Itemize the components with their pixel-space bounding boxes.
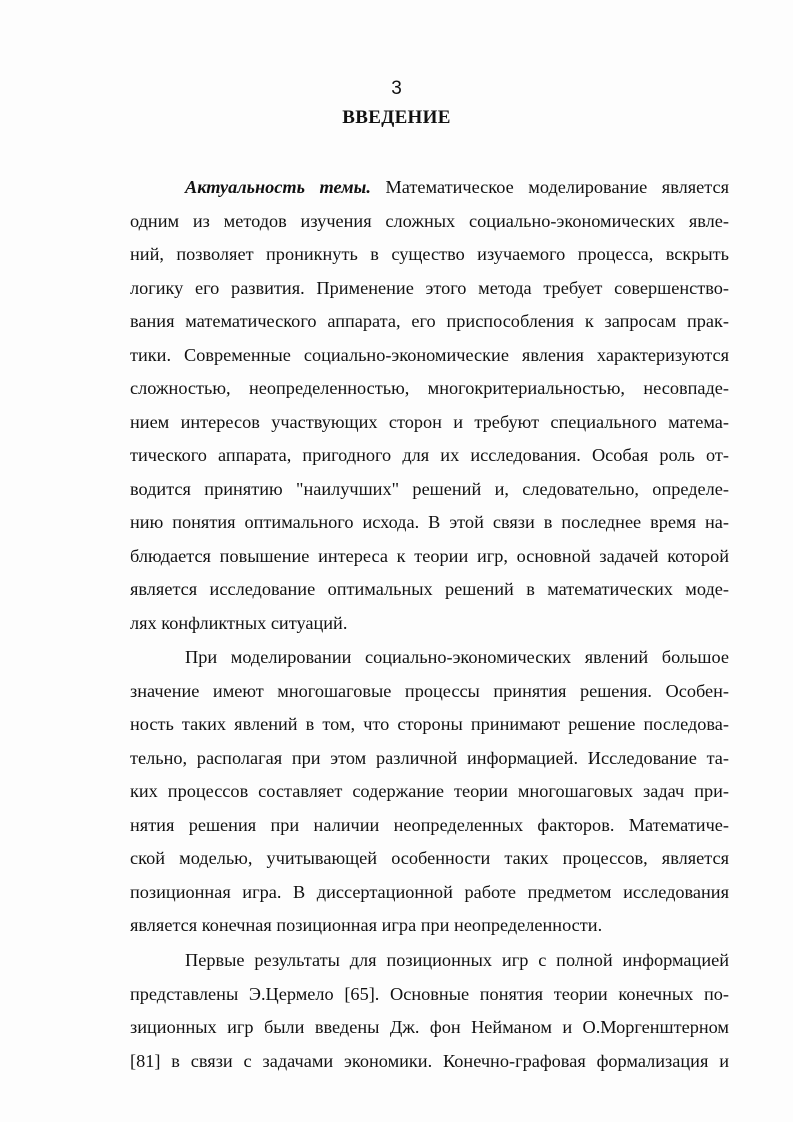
text-line: является исследование оптимальных решений в математических моде-: [130, 579, 729, 599]
text-line: ской моделью, учитывающей особенности таких процессов, является: [130, 848, 729, 868]
text-line: зиционных игр были введены Дж. фон Нейманом и О.Моргенштерном: [130, 1017, 729, 1037]
text-line: тического аппарата, пригодного для их исследования. Особая роль от-: [130, 445, 729, 465]
paragraph-1-first-rest: Математическое моделирование является: [385, 177, 729, 197]
paragraph-3-first-line: Первые результаты для позиционных игр с полной информацией: [185, 950, 729, 970]
text-line: водится принятию "наилучших" решений и, следовательно, определе-: [130, 479, 729, 499]
text-line: значение имеют многошаговые процессы принятия решения. Особен-: [130, 681, 729, 701]
text-line: позиционная игра. В диссертационной работе предметом исследования: [130, 882, 729, 902]
text-line: представлены Э.Цермело [65]. Основные понятия теории конечных по-: [130, 984, 729, 1004]
text-line: нятия решения при наличии неопределенных факторов. Математиче-: [130, 815, 729, 835]
text-line: вания математического аппарата, его приспособления к запросам прак-: [130, 311, 729, 331]
paragraph-2-first-line: При моделировании социально-экономических явлений большое: [185, 647, 729, 667]
text-line: нию понятия оптимального исхода. В этой связи в последнее время на-: [130, 512, 729, 532]
text-line: ность таких явлений в том, что стороны принимают решение последова-: [130, 714, 729, 734]
text-line: тельно, располагая при этом различной информацией. Исследование та-: [130, 748, 729, 768]
text-line: тики. Современные социально-экономические явления характеризуются: [130, 345, 729, 365]
text-line: одним из методов изучения сложных социально-экономических явле-: [130, 211, 729, 231]
text-line: лях конфликтных ситуаций.: [130, 613, 348, 633]
paragraph-lead: Актуальность темы.: [185, 177, 371, 197]
text-line: [81] в связи с задачами экономики. Конечно-графовая формализация и: [130, 1051, 729, 1071]
text-line: сложностью, неопределенностью, многокритериальностью, несовпаде-: [130, 378, 729, 398]
text-line: является конечная позиционная игра при неопределенности.: [130, 915, 603, 935]
text-line: блюдается повышение интереса к теории игр, основной задачей которой: [130, 546, 729, 566]
section-heading: ВВЕДЕНИЕ: [342, 107, 451, 128]
text-line: ких процессов составляет содержание теории многошаговых задач при-: [130, 781, 729, 801]
text-line: логику его развития. Применение этого метода требует совершенство-: [130, 278, 729, 298]
paragraph-1-line-1: [185, 175, 729, 199]
text-line: нием интересов участвующих сторон и требуют специального матема-: [130, 412, 729, 432]
text-line: ний, позволяет проникнуть в существо изучаемого процесса, вскрыть: [130, 244, 729, 264]
page-number: 3: [391, 78, 402, 99]
